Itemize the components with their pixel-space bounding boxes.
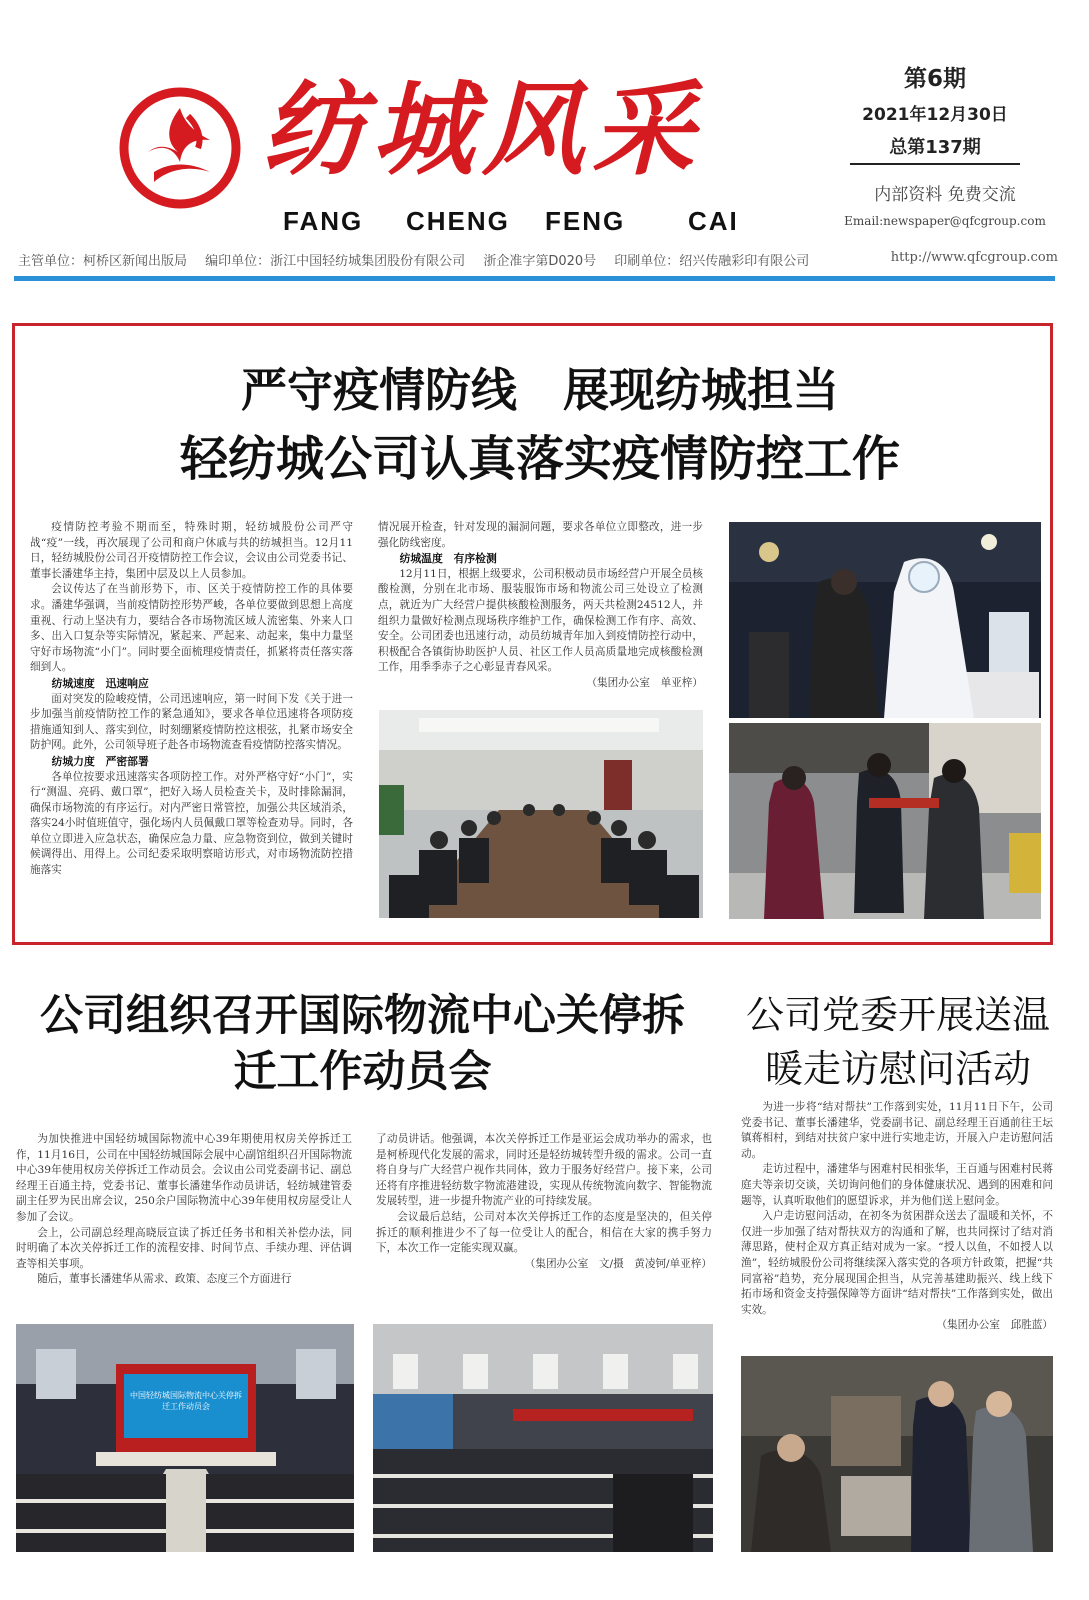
masthead-title: 纺城风采 (262, 71, 702, 190)
lead-headline-1: 严守疫情防线 展现纺城担当 (241, 363, 839, 417)
pinyin-feng: FENG (545, 206, 626, 236)
masthead-divider (14, 276, 1055, 281)
issue-number: 第6期 (903, 66, 966, 92)
lead-paragraph: 面对突发的险峻疫情，公司迅速响应，第一时间下发《关于进一步加强当前疫情防控工作的紧急通知》，要求各单位迅速将各项防疫措施通知到人、落实到位，时刻绷紧疫情防控这根弦，扎紧市场安全防护网。此外，公司领导班子赴各市场物流查看疫情防控落实情况。 (30, 692, 353, 752)
article2-headline: 公司组织召开国际物流中心关停拆迁工作动员会 (40, 991, 685, 1097)
checkpoint-photo (729, 723, 1041, 919)
website-link[interactable]: http://www.qfcgroup.com (890, 250, 1058, 265)
article2-paragraph: 为加快推进中国轻纺城国际物流中心39年期使用权房关停拆迁工作，11月16日，公司在中国轻纺城国际会展中心副馆组织召开国际物流中心39年使用权房关停拆迁工作动员会。会议由公司党委副书记、副总经理王百通主持，党委书记、董事长潘建华作动员讲话，轻纺城建管委副主任罗为民出席会议，250余户国际物流中心39年使用权房屋受让人参加了会议。 (16, 1133, 352, 1223)
lead-paragraph: 各单位按要求迅速落实各项防控工作。对外严格守好“小门”，实行“测温、亮码、戴口罩”，把好入场人员检查关卡，及时排除漏洞，确保市场物流的有序运行。对内严密日常管控，加强公共区域消杀，落实24小时值班值守，强化场内人员佩戴口罩等检查劝导。同时，各单位立即进入应急状态，确保应急力量、应急物资到位，做到关键时候调得出、用得上。公司纪委采取明察暗访形式，对市场物流防控措施落实 (30, 770, 353, 877)
article3-paragraph: 走访过程中，潘建华与困难村民相张华，王百通与困难村民蒋庭夫等亲切交谈，关切询问他们的身体健康状况、遇到的困难和问题等，认真听取他们的愿望诉求，并为他们送上慰问金。 (741, 1163, 1053, 1207)
credit-printer: 印刷单位：绍兴传融彩印有限公司 (614, 254, 810, 269)
lead-paragraph: 情况展开检查，针对发现的漏洞问题，要求各单位立即整改，进一步强化防线密度。 (378, 521, 703, 549)
total-issue: 总第137期 (850, 133, 1020, 165)
article2-paragraph: 会上，公司副总经理高晓辰宣读了拆迁任务书和相关补偿办法，同时明确了本次关停拆迁工作的流程安排、时间节点、手续办理、评估调查等相关事项。 (16, 1226, 352, 1270)
mobilization-hall-photo (16, 1324, 354, 1552)
article3-paragraph: 为进一步将“结对帮扶”工作落到实处，11月11日下午，公司党委书记、董事长潘建华，党委副书记、副总经理王百通前往王坛镇蒋相村，到结对扶贫户家中进行实地走访，开展入户走访慰问活动。 (741, 1101, 1053, 1160)
article3-byline: （集团办公室 邱胜蓝） (936, 1319, 1053, 1332)
lead-subheading: 纺城速度 迅速响应 (51, 676, 149, 690)
article3-paragraph: 入户走访慰问活动，在初冬为贫困群众送去了温暖和关怀，不仅进一步加强了结对帮扶双方的沟通和了解，也共同探讨了结对消薄思路，使村企双方真正结对成为一家。“授人以鱼，不如授人以渔”，轻纺城股份公司将继续深入落实党的各项方针政策，把握“共同富裕”趋势，充分展现国企担当，从完善基建助振兴、线上线下拓市场和资金支持强保障等方面讲“结对帮扶”工作落到实处，做出实效。 (741, 1210, 1053, 1316)
lead-headline-2: 轻纺城公司认真落实疫情防控工作 (179, 431, 900, 487)
publication-credits (18, 250, 1058, 269)
lead-paragraph: 会议传达了在当前形势下，市、区关于疫情防控工作的具体要求。潘建华强调，当前疫情防控形势严峻，各单位要做到思想上高度重视、行动上坚决有力，要结合各市场物流区域人流密集、外来人口多、出入口复杂等实际情况，紧起来、严起来、动起来，集中力量坚守好市场物流“小门”。同时要全面梳理疫情责任，抓紧将责任落实落细到人。 (30, 583, 353, 674)
lead-subheading: 纺城温度 有序检测 (399, 552, 497, 566)
lead-paragraph: 疫情防控考验不期而至，特殊时期，轻纺城股份公司严守战“疫”一线，再次展现了公司和商户休戚与共的纺城担当。12月11日，轻纺城股份公司召开疫情防控工作会议，会议由公司党委书记、董事长潘建华主持，集团中层及以上人员参加。 (30, 521, 353, 580)
article2-column-1 (16, 1132, 352, 1288)
lead-byline: （集团办公室 单亚梓） (586, 676, 703, 689)
issue-date: 2021年12月30日 (862, 105, 1008, 125)
contact-email[interactable]: Email:newspaper@qfcgroup.com (844, 214, 1046, 228)
stage-banner-text: 中国轻纺城国际物流中心关停拆迁工作动员会 (130, 1391, 242, 1411)
credit-license: 浙企准字第D020号 (483, 254, 597, 269)
article2-paragraph: 随后，董事长潘建华从需求、政策、态度三个方面进行 (37, 1273, 292, 1286)
article2-byline: （集团办公室 文/摄 黄凌钶/单亚梓） (524, 1257, 712, 1270)
article2-column-2 (376, 1132, 712, 1272)
meeting-photo (379, 710, 703, 918)
lead-paragraph: 12月11日，根据上级要求，公司积极动员市场经营户开展全员核酸检测，分别在北市场、服装服饰市场和物流公司三处设立了检测点，就近为广大经营户提供核酸检测服务，两天共检测24512人，并组织力量做好检测点现场秩序维护工作，确保检测工作有序、高效、安全。公司团委也迅速行动，动员纺城青年加入到疫情防控行动中，积极配合各镇街协助医护人员、社区工作人员高质量地完成核酸检测工作，用季季赤子之心彰显青春风采。 (378, 567, 703, 674)
nucleic-test-photo (729, 522, 1041, 718)
lead-column-1 (30, 520, 353, 879)
article2-paragraph: 了动员讲话。他强调，本次关停拆迁工作是亚运会成功举办的需求，也是柯桥现代化发展的需求，同时还是轻纺城转型升级的需求。公司一直将自身与广大经营户视作共同体，致力于服务好经营户。接下来，公司还将有序推进轻纺数字物流港建设，实现从传统物流向数字、智能物流发展转型，进一步提升物流产业的可持续发展。 (376, 1133, 712, 1208)
credit-supervisor: 主管单位：柯桥区新闻出版局 (18, 254, 188, 269)
pinyin-cai: CAI (688, 206, 739, 236)
article3-column (741, 1100, 1053, 1334)
article3-headline: 公司党委开展送温暖走访慰问活动 (745, 993, 1050, 1091)
credit-editor: 编印单位：浙江中国轻纺城集团股份有限公司 (205, 254, 466, 269)
pinyin-cheng: CHENG (406, 206, 510, 236)
lead-column-2 (378, 520, 703, 692)
lead-subheading: 纺城力度 严密部署 (51, 754, 149, 768)
article2-paragraph: 会议最后总结，公司对本次关停拆迁工作的态度是坚决的，但关停拆迁的顺利推进少不了每一位受让人的配合，相信在大家的携手努力下，本次工作一定能实现双赢。 (376, 1210, 712, 1255)
pinyin-fang: FANG (283, 206, 364, 236)
home-visit-photo (741, 1356, 1053, 1552)
internal-note: 内部资料 免费交流 (874, 185, 1016, 205)
newspaper-logo (118, 86, 242, 210)
meeting-audience-photo (373, 1324, 713, 1552)
